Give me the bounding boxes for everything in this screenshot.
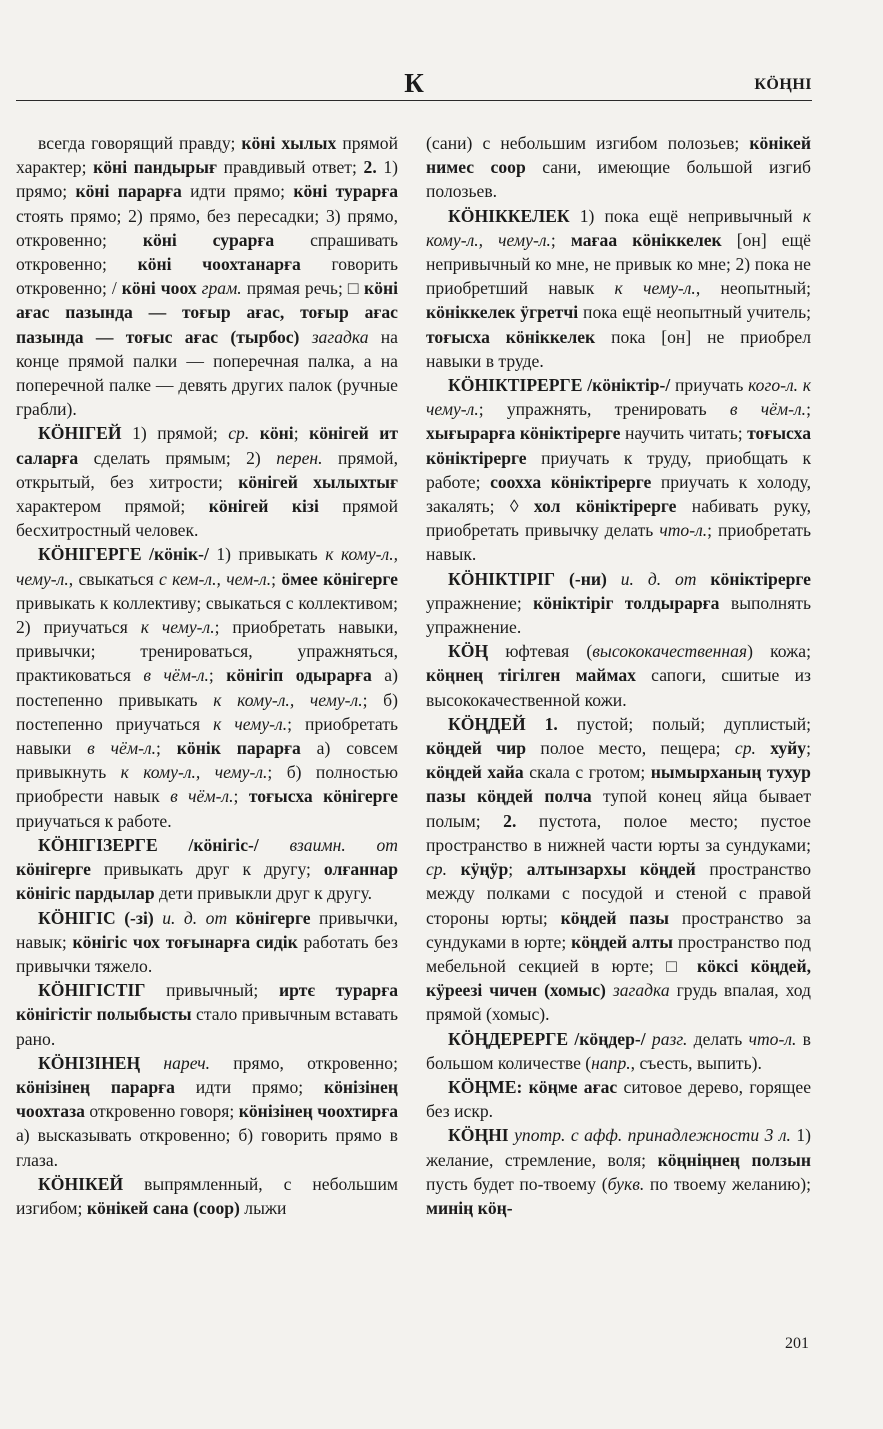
example-phrase: кӧнізінең чоохтирға bbox=[238, 1101, 399, 1122]
example-phrase: кӧнік парарға bbox=[176, 738, 301, 759]
headword: КӦНІГІС (-зі) bbox=[38, 907, 154, 928]
definition-text: сани, имеющие большой изгиб полозьев. bbox=[426, 157, 811, 202]
definition-text: привыкать друг к другу; bbox=[90, 859, 324, 880]
grammar-note: грам. bbox=[201, 278, 242, 299]
definition-text: ; bbox=[806, 738, 811, 759]
definition-text bbox=[154, 908, 162, 928]
definition-text: идти прямо; bbox=[174, 1076, 324, 1097]
headword: КӦНІЗІНЕҢ bbox=[38, 1052, 141, 1073]
example-phrase: кӧңдей алты bbox=[571, 931, 674, 952]
grammar-note: к чему-л. bbox=[140, 617, 215, 638]
definition-text: привычки, навык; bbox=[16, 907, 398, 952]
definition-text: ; приобретать навык. bbox=[426, 520, 811, 565]
definition-text: 1) прямой; bbox=[121, 423, 229, 444]
grammar-note: нареч. bbox=[163, 1052, 211, 1073]
example-phrase: кӧнігей кізі bbox=[208, 496, 319, 517]
example-phrase: кӧнігерге bbox=[235, 907, 311, 928]
dictionary-entry bbox=[16, 1172, 398, 1220]
example-phrase: кӧнікей сана (соор) bbox=[86, 1197, 240, 1218]
definition-text: пока [он] не приобрел навыки в труде. bbox=[426, 326, 811, 371]
example-phrase: кӧңнең тігілген маймах bbox=[426, 665, 636, 686]
example-phrase: кӧні парарға bbox=[75, 181, 182, 202]
definition-text: 1) прямо; bbox=[16, 157, 399, 202]
grammar-note: загадка bbox=[311, 326, 369, 347]
definition-text: приучать bbox=[670, 375, 749, 396]
definition-text: ; bbox=[271, 568, 282, 589]
example-phrase: алтынзархы кӧңдей bbox=[526, 859, 696, 880]
dictionary-entry bbox=[16, 1051, 398, 1172]
definition-text bbox=[249, 423, 259, 443]
definition-text bbox=[447, 859, 461, 879]
definition-text: , свыкаться bbox=[68, 568, 159, 589]
grammar-note: ср. bbox=[228, 423, 250, 444]
definition-text: откровенно говоря; bbox=[84, 1101, 239, 1122]
dictionary-entry bbox=[426, 1027, 811, 1075]
definition-text: сделать прямым; 2) bbox=[78, 447, 277, 468]
headword: КӦНІГЕРГЕ /кӧнік-/ bbox=[38, 544, 209, 565]
example-phrase: мағаа кӧніккелек bbox=[570, 229, 722, 250]
grammar-note: с кем-л., чем-л. bbox=[159, 568, 272, 589]
definition-text bbox=[259, 835, 290, 855]
headword: КӦНІГІСТІГ bbox=[38, 980, 146, 1001]
definition-text: пока ещё неопытный учитель; bbox=[578, 302, 811, 323]
definition-text: ) кожа; bbox=[747, 641, 812, 662]
example-phrase: кӧнізінең парарға bbox=[16, 1076, 175, 1097]
example-phrase: кӧні сурарға bbox=[142, 229, 275, 250]
grammar-note: что-л. bbox=[748, 1028, 797, 1049]
definition-text: пространство за сундуками в юрте; bbox=[426, 907, 812, 952]
definition-text: в большом количестве ( bbox=[426, 1028, 811, 1073]
example-phrase: кӧңме ағас bbox=[528, 1076, 618, 1097]
definition-text: а) постепенно привыкать bbox=[16, 665, 398, 710]
example-phrase: кӧңдей хайа bbox=[426, 762, 524, 783]
example-phrase: кӧксі кӧңдей, кӱреезі чичен (хомыс) bbox=[426, 955, 812, 1001]
grammar-note: в чём-л. bbox=[87, 738, 157, 759]
page-number: 201 bbox=[785, 1335, 809, 1352]
grammar-note: букв. bbox=[607, 1173, 645, 1194]
definition-text: ; приобретать навыки, привычки; тренироваться, упражняться, практиковаться bbox=[16, 617, 398, 686]
definition-text: приучать к холоду, закалять; ◊ bbox=[426, 471, 811, 517]
definition-text: ; bbox=[508, 859, 527, 880]
dictionary-entry bbox=[16, 421, 398, 542]
example-phrase: кӧнікей нимес соор bbox=[426, 133, 811, 178]
grammar-note: в чём-л. bbox=[143, 665, 209, 686]
dictionary-entry bbox=[16, 906, 398, 979]
grammar-note: и. д. от bbox=[162, 907, 228, 928]
definition-text: пустой; полый; дуплистый; bbox=[557, 713, 812, 734]
definition-text: [он] ещё непривычный ко мне, не привык ко мне; 2) пока не приобретший навык bbox=[426, 229, 811, 299]
headword: КӦНІККЕЛЕК bbox=[448, 205, 570, 226]
definition-text: прямой бесхитростный человек. bbox=[16, 496, 398, 541]
definition-text: пустота, полое место; пустое пространство в нижней части юрты за сундуками; bbox=[426, 810, 811, 855]
grammar-note: загадка bbox=[612, 980, 670, 1001]
definition-text: ; приобретать навыки bbox=[16, 713, 398, 759]
example-phrase: кӧні ағас пазында — тоғыр ағас, тоғыр ағас пазында — тоғыс ағас (тырбос) bbox=[16, 278, 399, 347]
example-phrase: кӧнігіп одырарға bbox=[226, 665, 372, 686]
definition-text: ; bbox=[208, 665, 227, 686]
definition-text: грудь впалая, ход прямой (хомыс). bbox=[426, 980, 811, 1025]
definition-text: всегда говорящий правду; bbox=[38, 133, 242, 153]
definition-text: юфтевая ( bbox=[488, 641, 593, 662]
example-phrase: нымырханың тухур пазы кӧңдей полча bbox=[426, 762, 811, 807]
definition-text bbox=[607, 569, 621, 589]
example-phrase: кӧнігіс чох тоғынарға сидік bbox=[72, 931, 298, 952]
dictionary-entry bbox=[426, 712, 811, 1027]
definition-text: работать без привычки тяжело. bbox=[16, 931, 399, 976]
definition-text: спрашивать откровенно; bbox=[16, 229, 398, 275]
definition-text: , неопытный; bbox=[695, 278, 811, 299]
definition-text bbox=[299, 327, 311, 347]
definition-text: на конце прямой палки — поперечная палка, а на поперечной палке — девять других палок (ручные грабли). bbox=[16, 326, 398, 420]
example-phrase: ӧмее кӧнігерге bbox=[281, 568, 398, 589]
grammar-note: в чём-л. bbox=[170, 786, 234, 807]
headword: КӦНІКТІРЕРГЕ /кӧніктір-/ bbox=[448, 375, 671, 396]
dictionary-entry bbox=[16, 833, 398, 906]
grammar-note: ср. bbox=[734, 738, 756, 759]
dictionary-entry bbox=[426, 204, 811, 373]
definition-text: сапоги, сшитые из высококачественной кожи. bbox=[426, 665, 811, 710]
grammar-note: к кому-л., чему-л. bbox=[16, 544, 398, 589]
definition-text: упражнение; bbox=[426, 592, 534, 613]
definition-text: (сани) с небольшим изгибом полозьев; bbox=[426, 133, 750, 153]
dictionary-entry bbox=[16, 978, 398, 1051]
definition-text: выполнять упражнение. bbox=[426, 592, 812, 638]
grammar-note: к чему-л. bbox=[614, 278, 696, 299]
headword: КӦНІГЕЙ bbox=[38, 423, 122, 444]
definition-text: стало привычным вставать рано. bbox=[16, 1004, 398, 1049]
definition-text: правдивый ответ; bbox=[216, 157, 364, 178]
example-phrase: кӧнізінең чоохтаза bbox=[16, 1076, 398, 1122]
definition-text: пусть будет по-твоему ( bbox=[426, 1173, 608, 1194]
headword: КӦҢМЕ: bbox=[448, 1076, 523, 1097]
definition-text: ; bbox=[233, 786, 249, 807]
definition-text: пространство между полками с посудой и стеной с правой стороны юрты; bbox=[426, 859, 811, 928]
example-phrase: кӧні bbox=[259, 423, 294, 444]
example-phrase: 2. bbox=[363, 157, 377, 178]
definition-text: прямой характер; bbox=[16, 133, 398, 178]
definition-text: прямой, открытый, без хитрости; bbox=[16, 447, 399, 492]
definition-text: , съесть, выпить). bbox=[630, 1052, 762, 1073]
definition-text: привычный; bbox=[145, 980, 280, 1001]
grammar-note: перен. bbox=[276, 447, 323, 468]
definition-text: ; bbox=[156, 738, 177, 759]
example-phrase: кӧніктіріг толдырарға bbox=[533, 592, 720, 613]
grammar-note: к чему-л. bbox=[213, 713, 288, 734]
definition-text: делать bbox=[687, 1028, 749, 1049]
guide-word: КӦҢНІ bbox=[754, 76, 812, 93]
example-phrase: минің кӧң- bbox=[426, 1197, 513, 1218]
definition-text bbox=[140, 1053, 163, 1073]
grammar-note: кого-л. к чему-л. bbox=[426, 375, 812, 420]
grammar-note: высококачественная bbox=[592, 641, 748, 662]
headword: КӦҢНІ bbox=[448, 1125, 509, 1146]
example-phrase: 2. bbox=[503, 810, 517, 831]
grammar-note: и. д. от bbox=[620, 568, 697, 589]
definition-text: ; б) постепенно приучаться bbox=[16, 689, 398, 734]
definition-text bbox=[697, 569, 711, 589]
grammar-note: ср. bbox=[426, 859, 448, 880]
definition-text: ситовое дерево, горящее без искр. bbox=[426, 1076, 812, 1122]
example-phrase: кӧні хылых bbox=[241, 133, 337, 153]
definition-text: по твоему желанию); bbox=[644, 1173, 811, 1194]
example-phrase: кӱңӱр bbox=[460, 859, 509, 880]
example-phrase: кӧніккелек ӱгретчі bbox=[426, 302, 579, 323]
definition-text: прямо, откровенно; bbox=[210, 1052, 398, 1073]
example-phrase: хол кӧніктірерге bbox=[533, 496, 677, 517]
definition-text: а) совсем привыкнуть bbox=[16, 738, 398, 783]
definition-text: 1) привыкать bbox=[208, 544, 326, 565]
example-phrase: тоғысха кӧнігерге bbox=[248, 786, 398, 807]
example-phrase: кӧнігерге bbox=[16, 859, 91, 880]
example-phrase: кӧңніңнең ползын bbox=[657, 1149, 811, 1170]
example-phrase: кӧніктірерге bbox=[710, 568, 811, 589]
grammar-note: взаимн. от bbox=[289, 834, 398, 855]
grammar-note: напр. bbox=[591, 1052, 631, 1073]
dictionary-entry bbox=[426, 639, 811, 712]
grammar-note: к кому-л., чему-л. bbox=[426, 205, 811, 250]
definition-text: выпрямленный, с небольшим изгибом; bbox=[16, 1173, 398, 1218]
definition-text bbox=[227, 908, 235, 928]
definition-text: приучаться к работе. bbox=[16, 810, 172, 831]
definition-text bbox=[606, 980, 613, 1000]
headword: КӦҢДЕРЕРГЕ /кӧңдер-/ bbox=[448, 1028, 646, 1049]
right-column bbox=[426, 131, 811, 1220]
definition-text: 1) желание, стремление, воля; bbox=[426, 1125, 811, 1170]
dictionary-entry bbox=[426, 1075, 811, 1123]
definition-text: ; bbox=[293, 423, 310, 444]
example-phrase: кӧңдей чир bbox=[426, 738, 527, 759]
definition-text: полое место, пещера; bbox=[526, 738, 735, 759]
example-phrase: тоғысха кӧніктірерге bbox=[426, 423, 811, 468]
dictionary-entry bbox=[426, 131, 811, 204]
definition-text: пространство под мебельной секцией в юрте; □ bbox=[426, 931, 811, 976]
definition-text: характером прямой; bbox=[16, 496, 209, 517]
headword: КӦНІКТІРІГ (-ни) bbox=[448, 568, 607, 589]
definition-text: дети привыкли друг к другу. bbox=[154, 883, 373, 904]
dictionary-entry bbox=[16, 542, 398, 832]
example-phrase: хуйу bbox=[770, 738, 807, 759]
dictionary-entry bbox=[426, 373, 811, 567]
definition-text: лыжи bbox=[239, 1197, 287, 1218]
example-phrase: соохха кӧніктірерге bbox=[490, 471, 652, 492]
definition-text: 1) пока ещё непривычный bbox=[569, 205, 803, 226]
headword: КӦНІГІЗЕРГЕ /кӧнігіс-/ bbox=[38, 834, 259, 855]
definition-text: набивать руку, приобретать привычку делать bbox=[426, 496, 812, 541]
definition-text: ; bbox=[806, 399, 811, 420]
example-phrase: кӧні пандырығ bbox=[93, 157, 217, 178]
grammar-note: разг. bbox=[651, 1028, 688, 1049]
running-head bbox=[16, 60, 812, 101]
grammar-note: что-л. bbox=[659, 520, 708, 541]
example-phrase: кӧнігей ит саларға bbox=[16, 423, 398, 468]
example-phrase: хығырарға кӧніктірерге bbox=[426, 423, 621, 444]
example-phrase: кӧнігей хылыхтығ bbox=[238, 471, 398, 492]
headword: КӦҢ bbox=[448, 641, 489, 662]
definition-text: ; bbox=[550, 229, 571, 250]
example-phrase: кӧні турарға bbox=[293, 181, 399, 202]
definition-text: ; б) полностью приобрести навык bbox=[16, 762, 398, 807]
left-column bbox=[16, 131, 398, 1220]
grammar-note: к кому-л., чему-л. bbox=[213, 689, 363, 710]
definition-text: прямая речь; □ bbox=[241, 278, 365, 299]
dictionary-entry bbox=[426, 1123, 811, 1220]
definition-text: тупой конец яйца бывает полым; bbox=[426, 786, 812, 831]
section-letter: К bbox=[404, 68, 424, 98]
dictionary-entry bbox=[16, 131, 398, 421]
definition-text: говорить откровенно; / bbox=[16, 254, 399, 299]
definition-text: скала с гротом; bbox=[523, 762, 651, 783]
definition-text: приучать к труду, приобщать к работе; bbox=[426, 447, 811, 492]
example-phrase: иртє турарға кӧнігістіг полыбысты bbox=[16, 980, 398, 1025]
example-phrase: кӧні чоохтанарға bbox=[137, 254, 301, 275]
example-phrase: тоғысха кӧніккелек bbox=[426, 326, 596, 347]
grammar-note: употр. с афф. принадлежности 3 л. bbox=[514, 1125, 791, 1146]
example-phrase: кӧңдей пазы bbox=[560, 907, 670, 928]
definition-text: а) высказывать откровенно; б) говорить прямо в глаза. bbox=[16, 1125, 398, 1170]
grammar-note: в чём-л. bbox=[729, 399, 807, 420]
definition-text: ; упражнять, тренировать bbox=[478, 399, 730, 420]
example-phrase: кӧні чоох bbox=[121, 278, 197, 299]
definition-text bbox=[756, 738, 770, 758]
definition-text: идти прямо; bbox=[181, 181, 294, 202]
dictionary-entry bbox=[426, 567, 811, 640]
headword: КӦҢДЕЙ 1. bbox=[448, 713, 558, 734]
definition-text: стоять прямо; 2) прямо, без пересадки; 3) прямо, откровенно; bbox=[16, 205, 398, 250]
definition-text: научить читать; bbox=[620, 423, 748, 444]
headword: КӦНІКЕЙ bbox=[38, 1173, 124, 1194]
definition-text: привыкать к коллективу; свыкаться с коллективом; 2) приучаться bbox=[16, 592, 398, 638]
example-phrase: олғаннар кӧнігіс пардылар bbox=[16, 859, 398, 904]
grammar-note: к кому-л., чему-л. bbox=[120, 762, 268, 783]
